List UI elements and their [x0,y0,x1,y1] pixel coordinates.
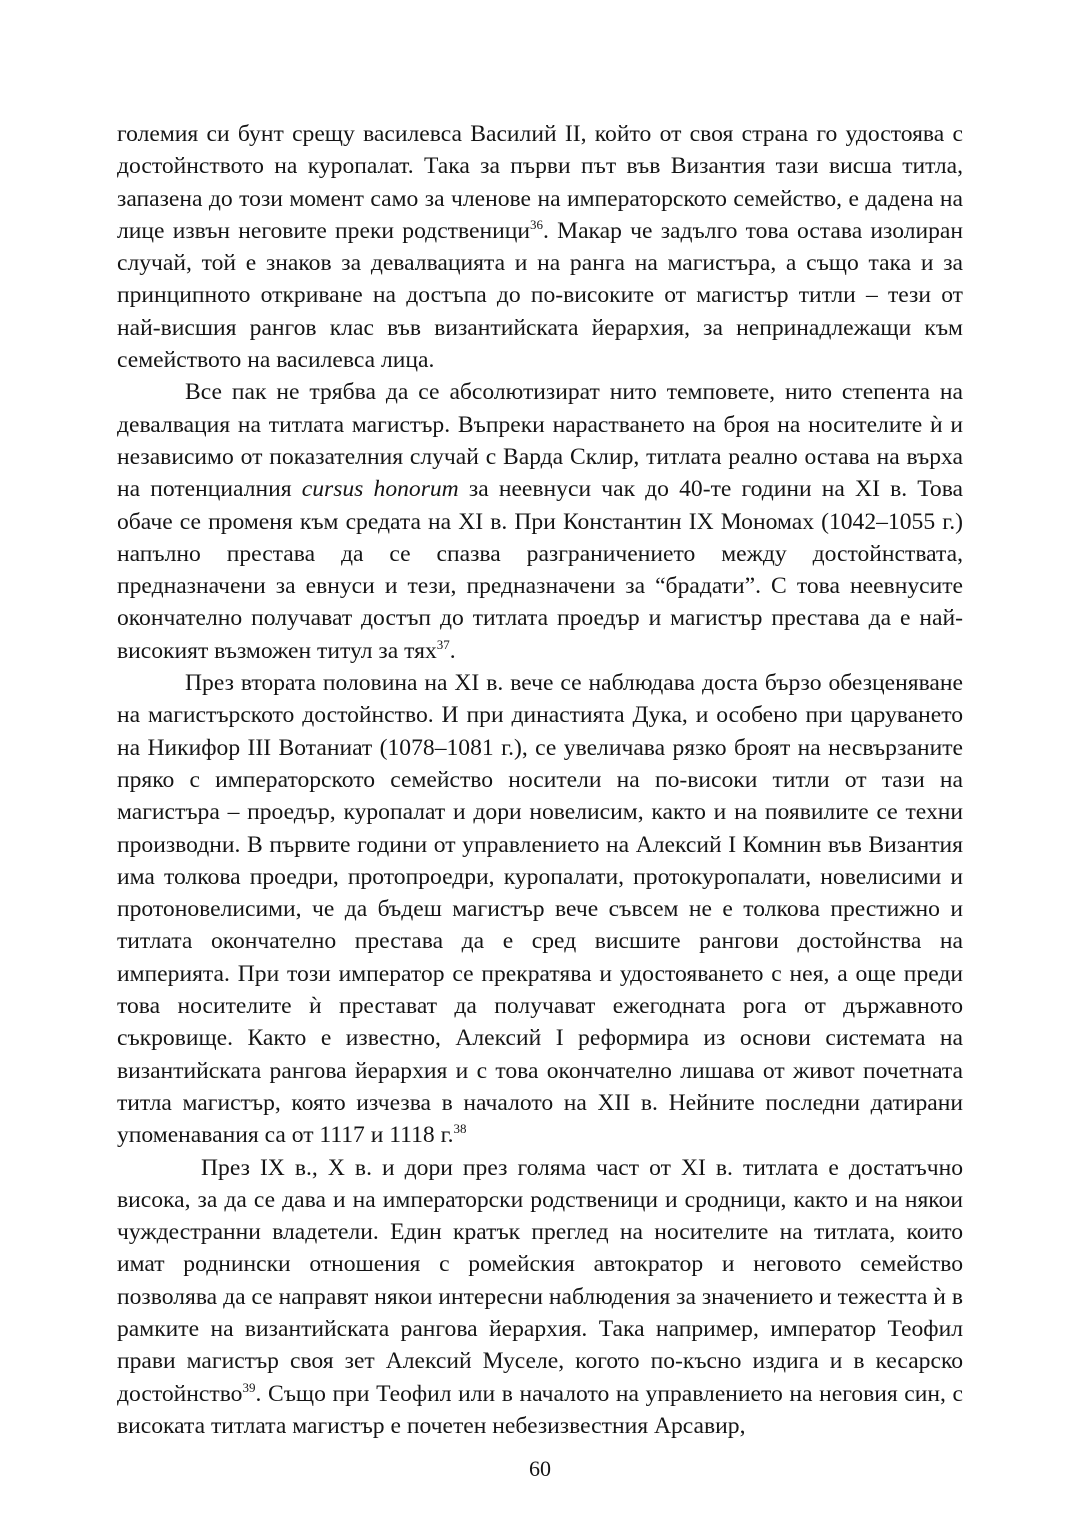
footnote-ref-38[interactable]: 38 [453,1121,467,1137]
paragraph-2: Все пак не трябва да се абсолютизират нито темповете, нито степента на девалвация на титлата магистър. Въпреки нарастването на броя на носителите ѝ и независимо от показателния случай с Варда Склир, титлата реално остава на върха на потенциалния cursus honorum за неевнуси чак до 40-те години на XI в. Това обаче се променя към средата на XI в. При Константин IX Мономах (1042–1055 г.) напълно престава да се спазва разграничението между достойнствата, предназначени за евнуси и тези, предназначени за “брадати”. С това неевнусите окончателно получават достъп до титлата проедър и магистър престава да е най-високият възможен титул за тях$^{37}$. [117,379,964,664]
page-body [117,118,963,1442]
footnote-ref-36[interactable]: 36 [529,217,543,233]
paragraph-4: През IX в., X в. и дори през голяма част от XI в. титлата е достатъчно висока, за да се дава и на императорски родственици и сродници, както и на някои чуждестранни владетели. Един кратък преглед на носителите на титлата, които имат роднински отношения с ромейския автократор и неговото семейство позволява да се направят някои интересни наблюдения за значението и тежестта ѝ в рамките на византийската рангова йерархия. Така например, император Теофил прави магистър своя зет Алексий Муселе, когото по-късно издига и в кесарско достойнство$^{39}$. Също при Теофил или в началото на управлението на неговия син, с високата титлата магистър е почетен небезизвестния Арсавир, [117,1154,963,1439]
italic-term: cursus honorum [301,476,459,503]
paragraph-3: През втората половина на XI в. вече се наблюдава доста бързо обезценяване на магистърското достойнство. И при династията Дука, и особено при царуването на Никифор III Вотаниат (1078–1081 г.), се увеличава рязко броят на несвързаните пряко с императорското семейство носители на по-високи титли от тази на магистъра – проедър, куропалат и дори новелисим, както и на появилите се техни производни. В първите години от управлението на Алексий I Комнин във Византия има толкова проедри, протопроедри, куропалати, протокуропалати, новелисими и протоновелисими, че да бъдеш магистър вече съвсем не е толкова престижно и титлата окончателно престава да е сред висшите рангови достойнства на империята. При този император се прекратява и удостояването с нея, а още преди това носителите ѝ престават да получават ежегодната рога от държавното съкровище. Както е известно, Алексий I реформира из основи системата на византийската рангова йерархия и с това окончателно лишава от живот почетната титла магистър, която изчезва в началото на XII в. Нейните последни датирани упоменавания са от 1117 и 1118 г.$^{38}$ [117,670,963,1149]
page-number: 60 [529,1456,551,1481]
footnote-ref-37[interactable]: 37 [436,636,450,652]
paragraph-1: големия си бунт срещу василевса Василий II, който от своя страна го удостоява с достойнството на куропалат. Така за първи път във Византия тази висша титла, запазена до този момент само за членове на императорското семейство, е дадена на лице извън неговите преки родственици$^{36}$. Макар че задълго това остава изолиран случай, той е знаков за девалвацията и на ранга на магистъра, а също така и за принципното откриване на достъпа до по-високите от магистър титли – тези от най-висшия рангов клас във византийската йерархия, за непринадлежащи към семейството на василевса лица. [117,121,963,374]
footnote-ref-39[interactable]: 39 [242,1379,256,1395]
